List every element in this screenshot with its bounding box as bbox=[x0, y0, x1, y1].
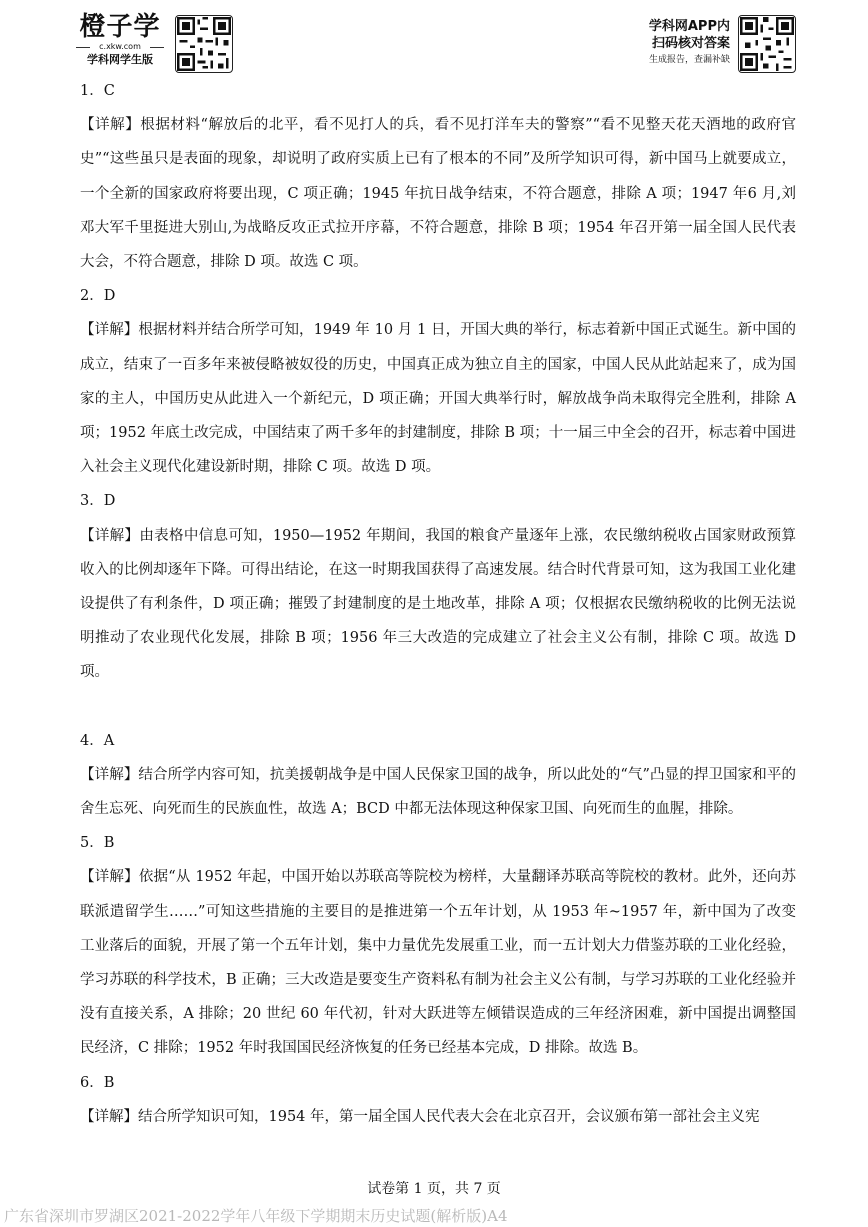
header-app-promo bbox=[649, 18, 730, 67]
answer-item bbox=[80, 724, 796, 827]
answer-item bbox=[80, 1066, 796, 1134]
answer-explanation: 【详解】由表格中信息可知，1950—1952 年期间，我国的粮食产量逐年上涨，农民缴纳税收占国家财政预算收入的比例却逐年下降。可得出结论，在这一时期我国获得了高速发展。结合时代背景可知，这为我国工业化建设提供了有利条件，D 项正确；摧毁了封建制度的是土地改革，排除 A 项；仅根据农民缴纳税收的比例无法说明推动了农业现代化发展，排除 B 项；1956 年三大改造的完成建立了社会主义公有制，排除 C 项。故选 D 项。 bbox=[80, 527, 796, 681]
answer-explanation: 【详解】结合所学知识可知，1954 年，第一届全国人民代表大会在北京召开，会议颁布第一部社会主义宪 bbox=[80, 1108, 760, 1125]
qr-code-icon bbox=[738, 15, 796, 73]
answer-item bbox=[80, 826, 796, 1065]
question-number: 2．D bbox=[80, 288, 116, 305]
answer-explanation: 【详解】结合所学内容可知，抗美援朝战争是中国人民保家卫国的战争，所以此处的“气”凸显的捍卫国家和平的舍生忘死、向死而生的民族血性，故选 A；BCD 中都无法体现这种保家卫国、向死而生的血腥，排除。 bbox=[80, 766, 796, 818]
question-number: 3．D bbox=[80, 493, 116, 510]
promo-line-3: 生成报告，查漏补缺 bbox=[648, 55, 730, 65]
answer-item bbox=[80, 484, 796, 689]
answer-item bbox=[80, 279, 796, 484]
answer-item bbox=[80, 74, 796, 279]
qr-code-icon bbox=[175, 15, 233, 73]
logo-url: c.xkw.com bbox=[74, 42, 166, 52]
logo-subtitle: 学科网学生版 bbox=[87, 53, 153, 66]
page-footer: 试卷第 1 页，共 7 页 bbox=[367, 1181, 501, 1197]
answer-explanation: 【详解】根据材料“解放后的北平，看不见打人的兵，看不见打洋车夫的警察”“看不见整天花天酒地的政府官史”“这些虽只是表面的现象，却说明了政府实质上已有了根本的不同”及所学知识可得，新中国马上就要成立，一个全新的国家政府将要出现，C 项正确；1945 年抗日战争结束，不符合题意，排除 A 项；1947 年6 月,刘邓大军千里挺进大别山,为战略反攻正式拉开序幕，不符合题意，排除 B 项；1954 年召开第一届全国人民代表大会，不符合题意，排除 D 项。故选 C 项。 bbox=[80, 117, 796, 271]
answer-explanation: 【详解】依据“从 1952 年起，中国开始以苏联高等院校为榜样，大量翻译苏联高等院校的教材。此外，还向苏联派遣留学生……”可知这些措施的主要目的是推进第一个五年计划，从 1953 年~1957 年，新中国为了改变工业落后的面貌，开展了第一个五年计划，集中力量优先发展重工业，而一五计划大力借鉴苏联的工业化经验，学习苏联的科学技术，B 正确；三大改造是要变生产资料私有制为社会主义公有制，与学习苏联的工业化经验并没有直接关系，A 排除；20 世纪 60 年代初，针对大跃进等左倾错误造成的三年经济困难，新中国提出调整国民经济，C 排除；1952 年时我国国民经济恢复的任务已经基本完成，D 排除。故选 B。 bbox=[80, 869, 796, 1057]
spacer bbox=[80, 690, 796, 724]
promo-line-2: 扫码核对答案 bbox=[651, 36, 730, 51]
document-watermark: 广东省深圳市罗湖区2021-2022学年八年级下学期期末历史试题(解析版)A4 bbox=[4, 1207, 508, 1225]
question-number: 5．B bbox=[80, 835, 115, 852]
promo-line-1: 学科网APP内 bbox=[648, 19, 730, 34]
question-number: 4．A bbox=[80, 732, 115, 749]
logo-title: 橙子学 bbox=[79, 12, 161, 42]
answer-list bbox=[80, 74, 796, 1134]
brand-logo bbox=[74, 12, 166, 68]
question-number: 6．B bbox=[80, 1074, 115, 1091]
answer-explanation: 【详解】根据材料并结合所学可知，1949 年 10 月 1 日，开国大典的举行，标志着新中国正式诞生。新中国的成立，结束了一百多年来被侵略被奴役的历史，中国真正成为独立自主的国家，中国人民从此站起来了，成为国家的主人，中国历史从此进入一个新纪元，D 项正确；开国大典举行时，解放战争尚未取得完全胜利，排除 A 项；1952 年底土改完成，中国结束了两千多年的封建制度，排除 B 项；十一届三中全会的召开，标志着中国进入社会主义现代化建设新时期，排除 C 项。故选 D 项。 bbox=[80, 322, 796, 476]
question-number: 1．C bbox=[80, 83, 115, 99]
